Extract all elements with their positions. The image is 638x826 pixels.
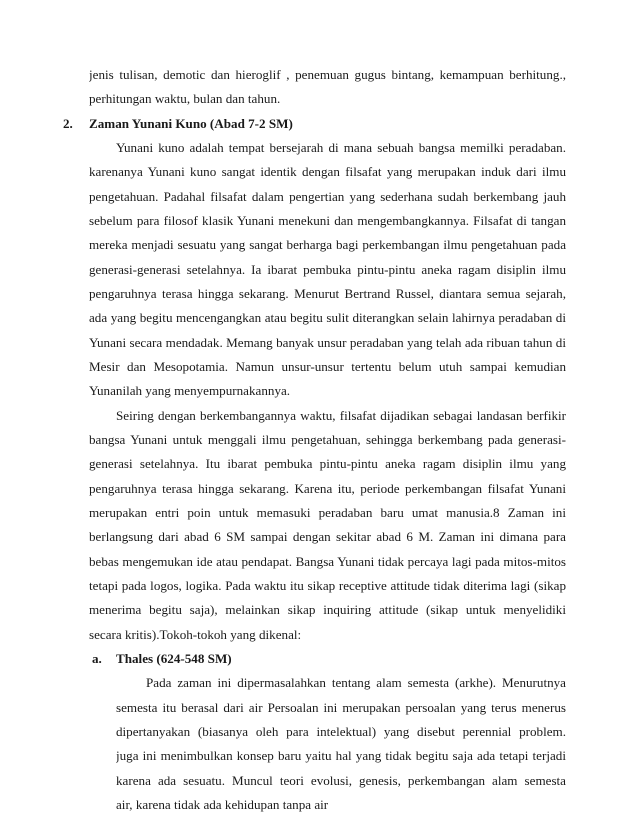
body-text-line: generasi-generasi setelahnya. Ia ibarat pembuka pintu-pintu aneka ragam disiplin ilmu — [89, 262, 566, 277]
section-heading: Zaman Yunani Kuno (Abad 7-2 SM) — [89, 116, 293, 131]
body-text-line: air, karena tidak ada kehidupan tanpa air — [116, 797, 329, 812]
section-number: 2. — [63, 116, 73, 131]
body-text-line: menerima begitu saja), melainkan sikap inquiring attitude (sikap untuk menyelidiki — [89, 602, 566, 617]
subsection-marker: a. — [92, 651, 102, 666]
body-text-line: ada yang begitu mencengangkan atau begitu sulit diterangkan selain lahirnya peradaban di — [89, 310, 566, 325]
body-text-line: generasi setelahnya. Itu ibarat pembuka pintu-pintu aneka ragam disiplin ilmu yang — [89, 456, 566, 471]
body-text-line: mereka menjadi sesuatu yang sangat berharga bagi perkembangan ilmu pengetahuan pada — [89, 237, 566, 252]
subsection-heading: Thales (624-548 SM) — [116, 651, 232, 666]
body-text-line: Yunani secara mendadak. Memang banyak unsur peradaban yang telah ada ribuan tahun di — [89, 335, 566, 350]
body-text-line: sebelum para filosof klasik Yunani menekuni dan mengembangkannya. Filsafat di tangan — [89, 213, 566, 228]
body-text-line: dipertanyakan (biasanya oleh para intelektual) yang disebut perennial problem. — [116, 724, 566, 739]
body-text-line: Seiring dengan berkembangannya waktu, filsafat dijadikan sebagai landasan berfikir — [116, 408, 566, 423]
body-text-line: Yunani kuno adalah tempat bersejarah di mana sebuah bangsa memilki peradaban. — [116, 140, 566, 155]
body-text-line: karenanya Yunani kuno sangat identik dengan filsafat yang merupakan induk dari ilmu — [89, 164, 566, 179]
body-text-line: karena ada sesuatu. Muncul teori evolusi, genesis, perkembangan alam semesta — [116, 773, 566, 788]
body-text-line: jenis tulisan, demotic dan hieroglif , penemuan gugus bintang, kemampuan berhitung., — [89, 67, 566, 82]
body-text-line: pengaruhnya terasa hingga sekarang. Karena itu, periode perkembangan filsafat Yunani — [89, 481, 566, 496]
body-text-line: berlangsung dari abad 6 SM sampai dengan sekitar abad 6 M. Zaman ini dimana para — [89, 529, 566, 544]
body-text-line: bebas mengemukan ide atau pendapat. Bangsa Yunani tidak percaya lagi pada mitos-mitos — [89, 554, 566, 569]
body-text-line: secara kritis).Tokoh-tokoh yang dikenal: — [89, 627, 302, 642]
body-text-line: pengaruhnya terasa hingga sekarang. Menurut Bertrand Russel, diantara semua sejarah, — [89, 286, 566, 301]
body-text-line: semesta itu berasal dari air Persoalan ini merupakan persoalan yang terus menerus — [116, 700, 566, 715]
body-text-line: tetapi pada logos, logika. Pada waktu itu sikap receptive attitude tidak diterima lagi (sikap — [89, 578, 566, 593]
body-text-line: perhitungan waktu, bulan dan tahun. — [89, 91, 281, 106]
body-text-line: merupakan entri poin untuk memasuki peradaban baru umat manusia.8 Zaman ini — [89, 505, 566, 520]
body-text-line: Yunanilah yang menyempurnakannya. — [89, 383, 291, 398]
body-text-line: bangsa Yunani untuk menggali ilmu pengetahuan, sehingga berkembang pada generasi- — [89, 432, 566, 447]
body-text-line: juga ini menimbulkan konsep baru yaitu hal yang tidak begitu saja ada tetapi terjadi — [116, 748, 566, 763]
body-text-line: pengetahuan. Padahal filsafat dalam pengertian yang sederhana sudah berkembang jauh — [89, 189, 566, 204]
body-text-line: Pada zaman ini dipermasalahkan tentang alam semesta (arkhe). Menurutnya — [146, 675, 566, 690]
body-text-line: Mesir dan Mesopotamia. Namun unsur-unsur tertentu belum utuh sampai kemudian — [89, 359, 566, 374]
